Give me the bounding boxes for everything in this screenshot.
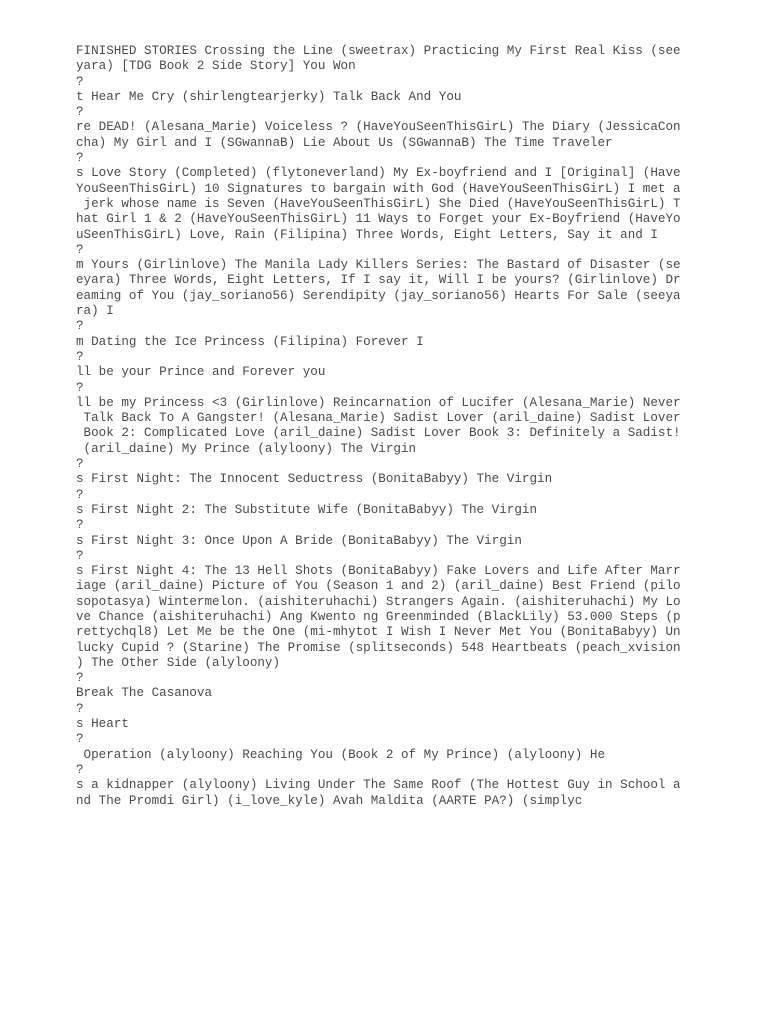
text-line: t Hear Me Cry (shirlengtearjerky) Talk Back And You [76, 89, 462, 104]
text-line: Operation (alyloony) Reaching You (Book 2 of My Prince) (alyloony) He [76, 747, 606, 762]
text-line: uSeenThisGirL) Love, Rain (Filipina) Three Words, Eight Letters, Say it and I [76, 227, 658, 242]
text-line: eaming of You (jay_soriano56) Serendipity (jay_soriano56) Hearts For Sale (seeya [76, 288, 681, 303]
text-line: ) The Other Side (alyloony) [76, 655, 281, 670]
text-line: YouSeenThisGirL) 10 Signatures to bargain with God (HaveYouSeenThisGirL) I met a [76, 181, 681, 196]
text-line: m Dating the Ice Princess (Filipina) Forever I [76, 334, 424, 349]
text-line: sopotasya) Wintermelon. (aishiteruhachi) Strangers Again. (aishiteruhachi) My Lo [76, 594, 681, 609]
document-body [76, 44, 686, 809]
text-line: s First Night 4: The 13 Hell Shots (BonitaBabyy) Fake Lovers and Life After Marr [76, 564, 681, 579]
text-line: ? [76, 518, 84, 533]
text-line: ll be your Prince and Forever you [76, 365, 326, 380]
text-line: ? [76, 701, 84, 716]
text-line: ? [76, 105, 84, 120]
text-line: hat Girl 1 & 2 (HaveYouSeenThisGirL) 11 Ways to Forget your Ex-Boyfriend (HaveYo [76, 212, 681, 227]
text-line: ? [76, 74, 84, 89]
text-line: ll be my Princess <3 (Girlinlove) Reincarnation of Lucifer (Alesana_Marie) Never [76, 395, 681, 410]
text-line: ? [76, 457, 84, 472]
text-line: lucky Cupid ? (Starine) The Promise (splitseconds) 548 Heartbeats (peach_xvision [76, 640, 681, 655]
text-line: rettychql8) Let Me be the One (mi-mhytot I Wish I Never Met You (BonitaBabyy) Un [76, 625, 681, 640]
text-line: Book 2: Complicated Love (aril_daine) Sadist Lover Book 3: Definitely a Sadist! [76, 426, 681, 441]
text-line: ? [76, 319, 84, 334]
text-line: s a kidnapper (alyloony) Living Under The Same Roof (The Hottest Guy in School a [76, 778, 681, 793]
text-line: ve Chance (aishiteruhachi) Ang Kwento ng Greenminded (BlackLily) 53.000 Steps (p [76, 609, 681, 624]
text-line: ra) I [76, 304, 114, 319]
text-line: ? [76, 548, 84, 563]
text-line: s First Night 3: Once Upon A Bride (BonitaBabyy) The Virgin [76, 533, 522, 548]
text-line: Talk Back To A Gangster! (Alesana_Marie) Sadist Lover (aril_daine) Sadist Lover [76, 411, 681, 426]
text-line: (aril_daine) My Prince (alyloony) The Virgin [76, 441, 417, 456]
text-line: ? [76, 487, 84, 502]
text-line: ? [76, 732, 84, 747]
text-line: cha) My Girl and I (SGwannaB) Lie About Us (SGwannaB) The Time Traveler [76, 135, 613, 150]
text-line: m Yours (Girlinlove) The Manila Lady Killers Series: The Bastard of Disaster (se [76, 258, 681, 273]
text-line: Break The Casanova [76, 686, 213, 701]
text-line: iage (aril_daine) Picture of You (Season 1 and 2) (aril_daine) Best Friend (pilo [76, 579, 681, 594]
text-line: ? [76, 349, 84, 364]
text-line: yara) [TDG Book 2 Side Story] You Won [76, 59, 356, 74]
text-line: s Love Story (Completed) (flytoneverland) My Ex-boyfriend and I [Original] (Have [76, 166, 681, 181]
text-line: ? [76, 380, 84, 395]
text-line: ? [76, 151, 84, 166]
text-line: ? [76, 242, 84, 257]
text-line: ? [76, 671, 84, 686]
text-line: jerk whose name is Seven (HaveYouSeenThisGirL) She Died (HaveYouSeenThisGirL) T [76, 196, 681, 211]
text-line: FINISHED STORIES Crossing the Line (sweetrax) Practicing My First Real Kiss (see [76, 44, 681, 58]
text-line: ? [76, 762, 84, 777]
text-line: s Heart [76, 717, 129, 732]
text-line: s First Night: The Innocent Seductress (BonitaBabyy) The Virgin [76, 472, 553, 487]
text-line: nd The Promdi Girl) (i_love_kyle) Avah Maldita (AARTE PA?) (simplyc [76, 793, 583, 808]
text-line: re DEAD! (Alesana_Marie) Voiceless ? (HaveYouSeenThisGirL) The Diary (JessicaCon [76, 120, 681, 135]
text-line: eyara) Three Words, Eight Letters, If I say it, Will I be yours? (Girlinlove) Dr [76, 273, 681, 288]
text-line: s First Night 2: The Substitute Wife (BonitaBabyy) The Virgin [76, 502, 538, 517]
